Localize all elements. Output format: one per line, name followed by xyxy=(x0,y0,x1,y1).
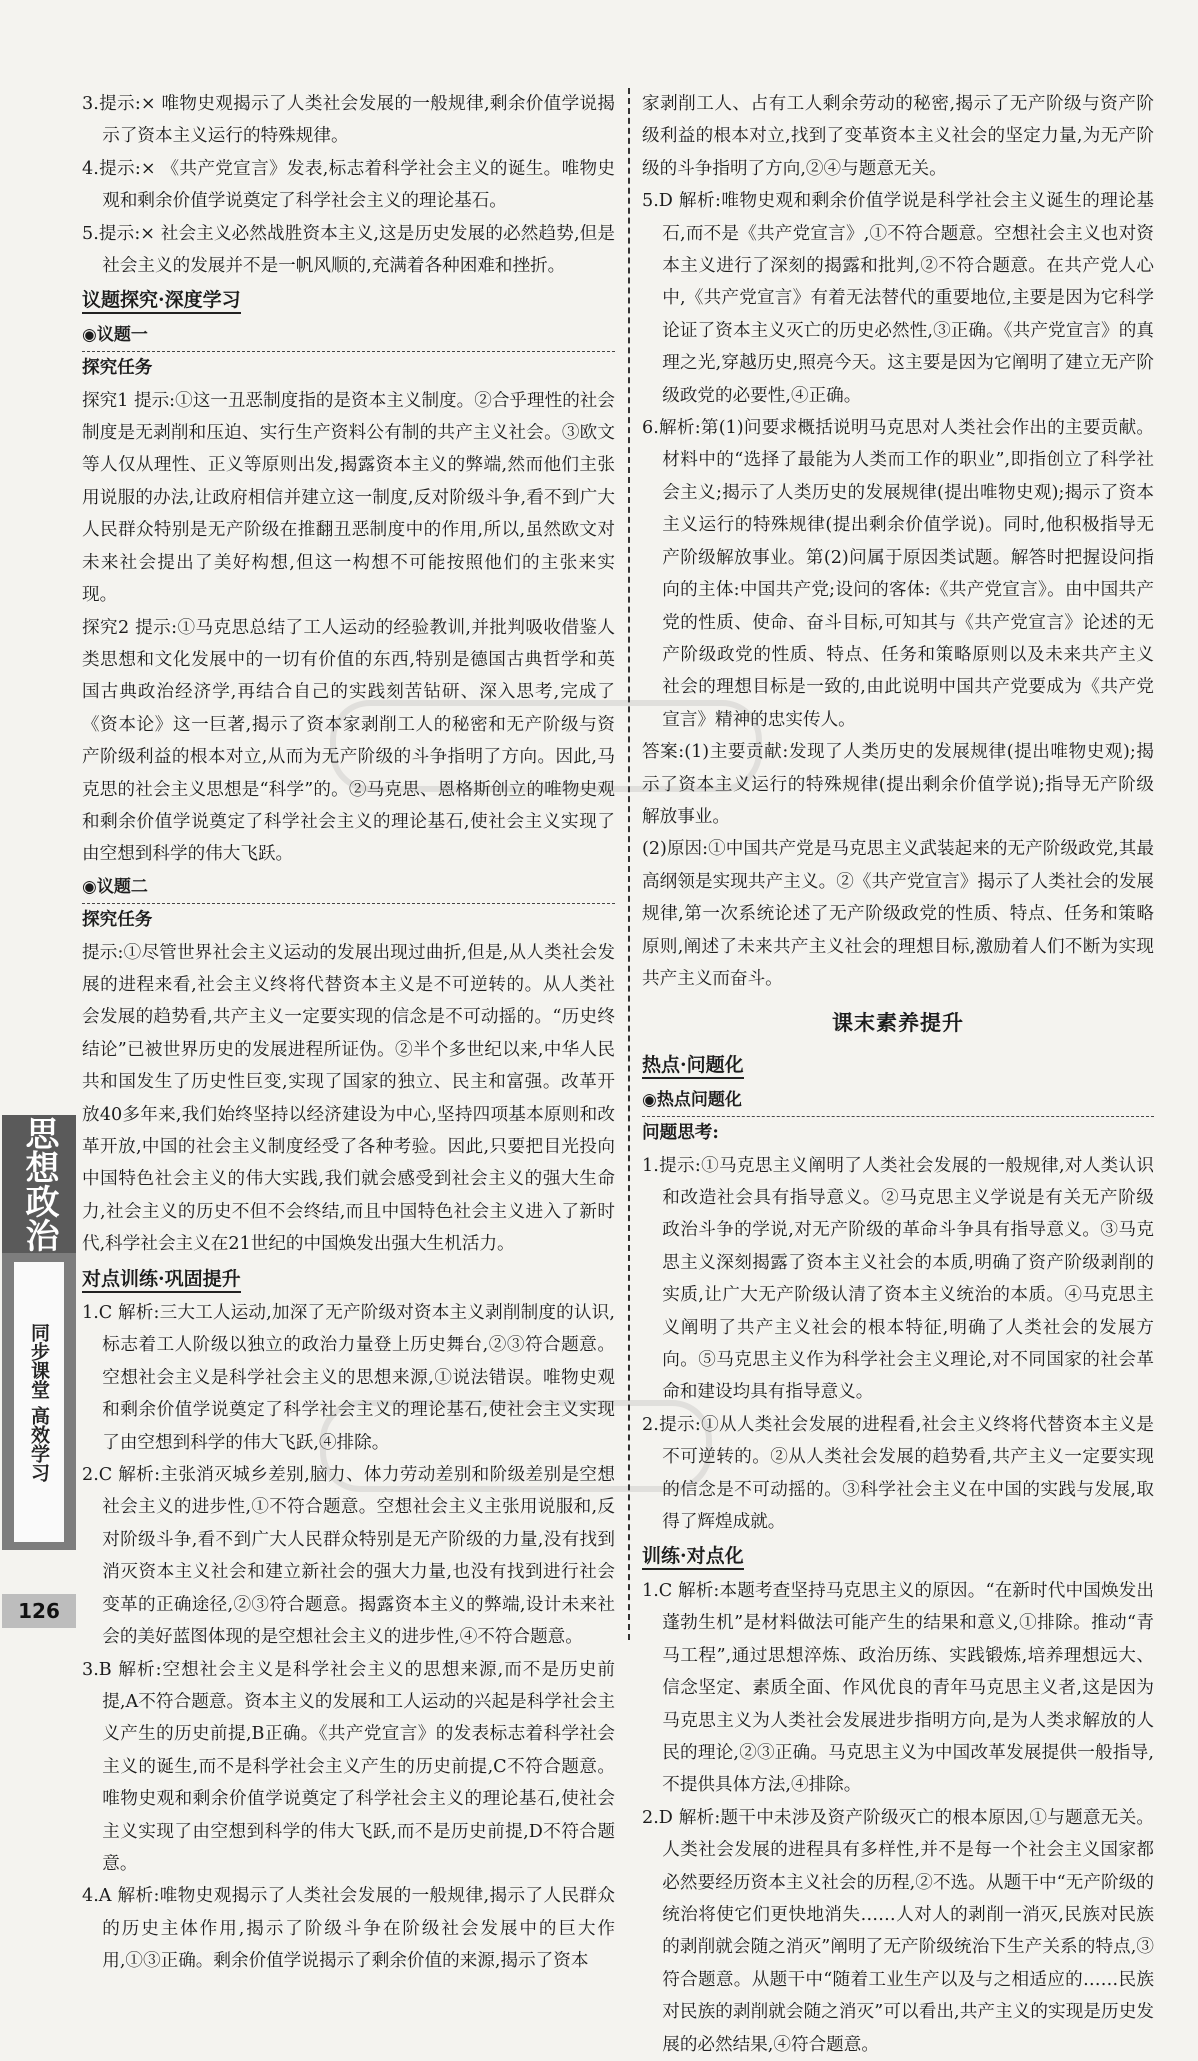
series-label: 同步课堂 高效学习 xyxy=(14,1262,64,1542)
column-divider xyxy=(628,88,630,1640)
answer-item: 4.提示:× 《共产党宣言》发表,标志着科学社会主义的诞生。唯物史观和剩余价值学说奠定了科学社会主义的理论基石。 xyxy=(82,158,615,212)
subject-label: 思想政治 xyxy=(2,1115,76,1253)
train-item: 3.B 解析:空想社会主义是科学社会主义的思想来源,而不是历史前提,A不符合题意。资本主义的发展和工人运动的兴起是科学社会主义产生的历史前提,B正确。《共产党宣言》的发表标志着科学社会主义的诞生,而不是科学社会主义产生的历史前提,C不符合题意。唯物史观和剩余价值学说奠定了科学社会主义的理论基石,使社会主义实现了由空想到科学的伟大飞跃,而不是历史前提,D不符合题意。 xyxy=(82,1659,615,1874)
section-title: 训练·对点化 xyxy=(642,1540,1154,1572)
question-item: 1.提示:①马克思主义阐明了人类社会发展的一般规律,对人类认识和改造社会具有指导意义。②马克思主义学说是有关无产阶级政治斗争的学说,对无产阶级的革命斗争具有指导意义。③马克思主义深刻揭露了资本主义社会的本质,明确了资产阶级剥削的实质,让广大无产阶级认清了资本主义统治的本质。④马克思主义阐明了共产主义社会的根本特征,明确了人类社会的发展方向。⑤马克思主义作为科学社会主义理论,对不同国家的社会革命和建设均具有指导意义。 xyxy=(642,1155,1154,1403)
topic-title: ◉热点问题化 xyxy=(642,1084,1154,1117)
page-number: 126 xyxy=(2,1594,76,1628)
answer-text: 答案:(1)主要贡献:发现了人类历史的发展规律(提出唯物史观);揭示了资本主义运行的特殊规律(提出剩余价值学说);指导无产阶级解放事业。 xyxy=(642,742,1154,827)
train-item: 1.C 解析:本题考查坚持马克思主义的原因。“在新时代中国焕发出蓬勃生机”是材料做法可能产生的结果和意义,①排除。推动“青马工程”,通过思想淬炼、政治历练、实践锻炼,培养理想远大、信念坚定、素质全面、作风优良的青年马克思主义者,这是因为马克思主义为人类社会发展进步指明方向,是为人类求解放的人民的理论,②③正确。马克思主义为中国改革发展提供一般指导,不提供具体方法,④排除。 xyxy=(642,1580,1154,1796)
task-label: 探究任务 xyxy=(82,909,153,931)
explore-text: 探究2 提示:①马克思总结了工人运动的经验教训,并批判吸收借鉴人类思想和文化发展中的一切有价值的东西,特别是德国古典哲学和英国古典政治经济学,再结合自己的实践刻苦钻研、深入思考,完成了《资本论》这一巨著,揭示了资本家剥削工人的秘密和无产阶级与资产阶级利益的根本对立,从而为无产阶级的斗争指明了方向。因此,马克思的社会主义思想是“科学”的。②马克思、恩格斯创立的唯物史观和剩余价值学说奠定了科学社会主义的理论基石,使社会主义实现了由空想到科学的伟大飞跃。 xyxy=(82,617,615,865)
train-item: 2.D 解析:题干中未涉及资产阶级灭亡的根本原因,①与题意无关。人类社会发展的进程具有多样性,并不是每一个社会主义国家都必然要经历资本主义社会的历程,②不选。从题干中“无产阶级的统治将使它们更快地消失……人对人的剥削一消灭,民族对民族的剥削就会随之消灭”阐明了无产阶级统治下生产关系的特点,③符合题意。从题干中“随着工业生产以及与之相适应的……民族对民族的剥削就会随之消灭”可以看出,共产主义的实现是历史发展的必然结果,④符合题意。 xyxy=(642,1807,1154,2055)
left-column xyxy=(82,88,615,1978)
train-item: 2.C 解析:主张消灭城乡差别,脑力、体力劳动差别和阶级差别是空想社会主义的进步性,①不符合题意。空想社会主义主张用说服和,反对阶级斗争,看不到广大人民群众特别是无产阶级的力量,没有找到消灭资本主义社会和建立新社会的强大力量,也没有找到进行社会变革的正确途径,②③符合题意。揭露资本主义的弊端,设计未来社会的美好蓝图体现的是空想社会主义的进步性,④不符合题意。 xyxy=(82,1465,615,1648)
answer-item: 3.提示:× 唯物史观揭示了人类社会发展的一般规律,剩余价值学说揭示了资本主义运行的特殊规律。 xyxy=(82,94,615,147)
train-item: 1.C 解析:三大工人运动,加深了无产阶级对资本主义剥削制度的认识,标志着工人阶级以独立的政治力量登上历史舞台,②③符合题意。空想社会主义是科学社会主义的思想来源,①说法错误。唯物史观和剩余价值学说奠定了科学社会主义的理论基石,使社会主义实现了由空想到科学的伟大飞跃,④排除。 xyxy=(82,1303,615,1453)
answer-item: 5.D 解析:唯物史观和剩余价值学说是科学社会主义诞生的理论基石,而不是《共产党宣言》,①不符合题意。空想社会主义也对资本主义进行了深刻的揭露和批判,②不符合题意。在共产党人心中,《共产党宣言》有着无法替代的重要地位,主要是因为它科学论证了资本主义灭亡的历史必然性,③正确。《共产党宣言》的真理之光,穿越历史,照亮今天。这主要是因为它阐明了建立无产阶级政党的必要性,④正确。 xyxy=(642,191,1154,406)
topic-title: ◉议题二 xyxy=(82,871,615,904)
section-title: 议题探究·深度学习 xyxy=(82,284,615,316)
answer-item: 5.提示:× 社会主义必然战胜资本主义,这是历史发展的必然趋势,但是社会主义的发展并不是一帆风顺的,充满着各种困难和挫折。 xyxy=(82,223,615,277)
task-label: 探究任务 xyxy=(82,357,153,379)
question-label: 问题思考: xyxy=(642,1122,719,1144)
train-item: 4.A 解析:唯物史观揭示了人类社会发展的一般规律,揭示了人民群众的历史主体作用,揭示了阶级斗争在阶级社会发展中的巨大作用,①③正确。剩余价值学说揭示了剩余价值的来源,揭示了资本 xyxy=(82,1886,615,1972)
answer-item: 6.解析:第(1)问要求概括说明马克思对人类社会作出的主要贡献。材料中的“选择了最能为人类而工作的职业”,即指创立了科学社会主义;揭示了人类历史的发展规律(提出唯物史观);揭示了资本主义运行的特殊规律(提出剩余价值学说)。同时,他积极指导无产阶级解放事业。第(2)问属于原因类试题。解答时把握设问指向的主体:中国共产党;设问的客体:《共产党宣言》。由中国共产党的性质、使命、奋斗目标,可知其与《共产党宣言》论述的无产阶级政党的性质、特点、任务和策略原则以及未来共产主义社会的理想目标是一致的,由此说明中国共产党要成为《共产党宣言》精神的忠实传人。 xyxy=(642,418,1154,730)
explore-text: 探究1 提示:①这一丑恶制度指的是资本主义制度。②合乎理性的社会制度是无剥削和压迫、实行生产资料公有制的共产主义社会。③欧文等人仅从理性、正义等原则出发,揭露资本主义的弊端,然而他们主张用说服的办法,让政府相信并建立这一制度,反对阶级斗争,看不到广大人民群众特别是无产阶级在推翻丑恶制度中的作用,所以,虽然欧文对未来社会提出了美好构想,但这一构想不可能按照他们的主张来实现。 xyxy=(82,390,615,606)
question-item: 2.提示:①从人类社会发展的进程看,社会主义终将代替资本主义是不可逆转的。②从人类社会发展的趋势看,共产主义一定要实现的信念是不可动摇的。③科学社会主义在中国的实践与发展,取得了辉煌成就。 xyxy=(642,1414,1154,1533)
chapter-title: 课末素养提升 xyxy=(832,1010,964,1036)
section-title: 热点·问题化 xyxy=(642,1049,1154,1081)
right-column xyxy=(642,88,1154,2061)
section-title: 对点训练·巩固提升 xyxy=(82,1263,615,1295)
topic-title: ◉议题一 xyxy=(82,319,615,352)
continued-text: 家剥削工人、占有工人剩余劳动的秘密,揭示了无产阶级与资产阶级利益的根本对立,找到了变革资本主义社会的坚定力量,为无产阶级的斗争指明了方向,②④与题意无关。 xyxy=(642,94,1154,179)
topic-text: 提示:①尽管世界社会主义运动的发展出现过曲折,但是,从人类社会发展的进程来看,社会主义终将代替资本主义是不可逆转的。从人类社会发展的趋势看,共产主义一定要实现的信念是不可动摇的。“历史终结论”已被世界历史的发展进程所证伪。②半个多世纪以来,中华人民共和国发生了历史性巨变,实现了国家的独立、民主和富强。改革开放40多年来,我们始终坚持以经济建设为中心,坚持四项基本原则和改革开放,中国的社会主义制度经受了各种考验。因此,只要把目光投向中国特色社会主义的伟大实践,我们就会感受到社会主义的强大生命力,社会主义的历史不但不会终结,而且中国特色社会主义进入了新时代,科学社会主义在21世纪的中国焕发出强大生机活力。 xyxy=(82,942,615,1255)
answer-text: (2)原因:①中国共产党是马克思主义武装起来的无产阶级政党,其最高纲领是实现共产主义。②《共产党宣言》揭示了人类社会的发展规律,第一次系统论述了无产阶级政党的性质、特点、任务和策略原则,阐述了未来共产主义社会的理想目标,激励着人们不断为实现共产主义而奋斗。 xyxy=(642,839,1154,989)
